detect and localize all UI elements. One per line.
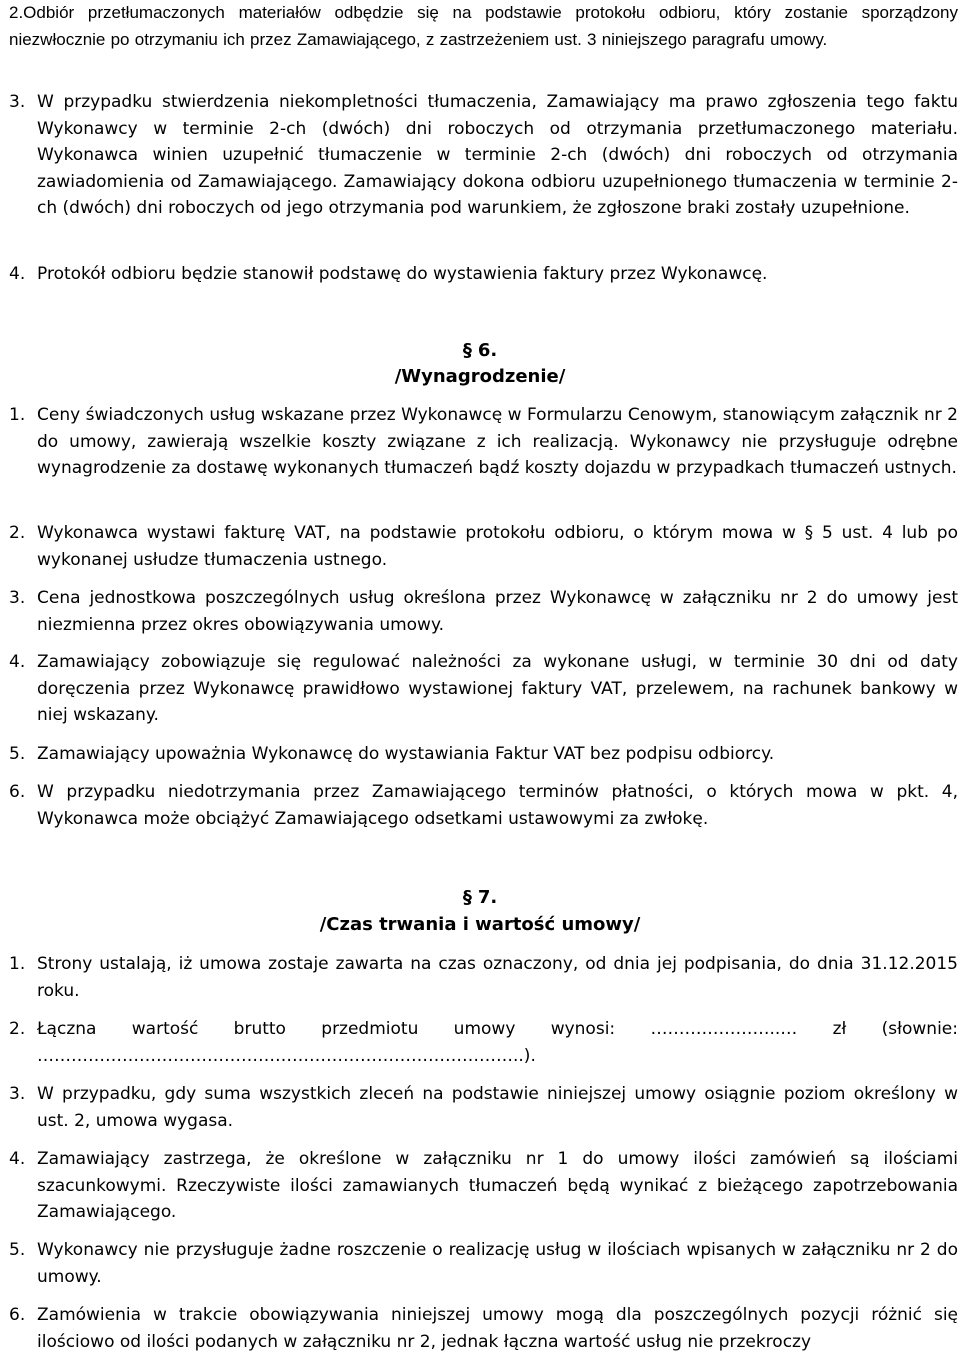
section-7-title: /Czas trwania i wartość umowy/: [319, 914, 641, 935]
paragraph-3-number: 3.: [9, 92, 26, 112]
s6-list-item-1: [9, 402, 958, 482]
section-6-title: /Wynagrodzenie/: [394, 366, 566, 387]
s7-item-1-number: 1.: [9, 954, 26, 974]
s7-item-5-text: Wykonawcy nie przysługuje żadne roszczenie o realizację usług w ilościach wpisanych w załączniku nr 2 do umowy.: [37, 1240, 958, 1287]
s6-item-1-text: Ceny świadczonych usług wskazane przez Wykonawcę w Formularzu Cenowym, stanowiącym załącznik nr 2 do umowy, zawierają wszelkie koszty związane z ich realizacją. Wykonawcy nie przysługuje odrębne wynagrodzenie za dostawę wykonanych tłumaczeń bądź koszty dojazdu w przypadkach tłumaczeń ustnych.: [37, 405, 958, 478]
s6-list-item-3: [9, 585, 958, 638]
s6-item-2-number: 2.: [9, 523, 26, 543]
paragraph-2-reception: [9, 0, 958, 53]
s7-list-item-5: [9, 1237, 958, 1290]
s7-item-6-number: 6.: [9, 1305, 26, 1325]
s6-item-3-number: 3.: [9, 588, 26, 608]
s6-item-5-text: Zamawiający upoważnia Wykonawcę do wystawiania Faktur VAT bez podpisu odbiorcy.: [37, 744, 775, 764]
s7-item-6-text: Zamówienia w trakcie obowiązywania niniejszej umowy mogą dla poszczególnych pozycji różnić się ilościowo od ilości podanych w załączniku nr 2, jednak łączna wartość usług nie przekroczy: [37, 1305, 958, 1352]
paragraph-3-incompleteness: [9, 89, 958, 222]
s7-item-2-text: Łączna wartość brutto przedmiotu umowy wynosi: …………………..… zł (słownie: …………………………………………………………………………..).: [37, 1019, 958, 1066]
s6-list-item-4: [9, 649, 958, 729]
paragraph-4-protocol: [9, 261, 958, 288]
s6-item-6-number: 6.: [9, 782, 26, 802]
s6-item-3-text: Cena jednostkowa poszczególnych usług określona przez Wykonawcę w załączniku nr 2 do umowy jest niezmienna przez okres obowiązywania umowy.: [37, 588, 958, 635]
s6-item-4-text: Zamawiający zobowiązuje się regulować należności za wykonane usługi, w terminie 30 dni od daty doręczenia przez Wykonawcę prawidłowo wystawionej faktury VAT, przelewem, na rachunek bankowy w niej wskazany.: [37, 652, 958, 725]
s7-item-4-number: 4.: [9, 1149, 26, 1169]
section-sign-icon: §: [462, 340, 472, 361]
s6-list-item-2: [9, 520, 958, 573]
paragraph-3-text: W przypadku stwierdzenia niekompletności tłumaczenia, Zamawiający ma prawo zgłoszenia tego faktu Wykonawcy w terminie 2-ch (dwóch) dni roboczych od otrzymania przetłumaczonego materiału. Wykonawca winien uzupełnić tłumaczenie w terminie 2-ch (dwóch) dni roboczych od otrzymania zawiadomienia od Zamawiającego. Zamawiający dokona odbioru uzupełnionego tłumaczenia w terminie 2-ch (dwóch) dni roboczych od jego otrzymania pod warunkiem, że zgłoszone braki zostały uzupełnione.: [37, 92, 958, 218]
s6-list-item-6: [9, 779, 958, 832]
section-6-number-text: 6.: [477, 340, 498, 361]
section-7-number: [0, 885, 960, 912]
s7-item-2-number: 2.: [9, 1019, 26, 1039]
s7-item-1-text: Strony ustalają, iż umowa zostaje zawarta na czas oznaczony, od dnia jej podpisania, do dnia 31.12.2015 roku.: [37, 954, 958, 1001]
paragraph-4-text: Protokół odbioru będzie stanowił podstawę do wystawienia faktury przez Wykonawcę.: [37, 264, 768, 284]
s7-list-item-3: [9, 1081, 958, 1134]
s7-item-5-number: 5.: [9, 1240, 26, 1260]
s7-list-item-4: [9, 1146, 958, 1226]
s7-list-item-2: [9, 1016, 958, 1069]
section-sign-icon: §: [462, 887, 472, 908]
s7-item-3-text: W przypadku, gdy suma wszystkich zleceń na podstawie niniejszej umowy osiągnie poziom określony w ust. 2, umowa wygasa.: [37, 1084, 958, 1131]
s6-list-item-5: [9, 741, 958, 768]
paragraph-2-text: 2.Odbiór przetłumaczonych materiałów odbędzie się na podstawie protokołu odbioru, który zostanie sporządzony niezwłocznie po otrzymaniu ich przez Zamawiającego, z zastrzeżeniem ust. 3 niniejszego paragrafu umowy.: [9, 3, 958, 49]
s7-list-item-1: [9, 951, 958, 1004]
s7-item-4-text: Zamawiający zastrzega, że określone w załączniku nr 1 do umowy ilości zamówień są ilościami szacunkowymi. Rzeczywiste ilości zamawianych tłumaczeń będą wynikać z bieżącego zapotrzebowania Zamawiającego.: [37, 1149, 958, 1222]
section-6-number: [0, 338, 960, 365]
section-7-number-text: 7.: [477, 887, 498, 908]
s6-item-5-number: 5.: [9, 744, 26, 764]
s6-item-1-number: 1.: [9, 405, 26, 425]
s7-item-3-number: 3.: [9, 1084, 26, 1104]
s7-list-item-6: [9, 1302, 958, 1355]
s6-item-4-number: 4.: [9, 652, 26, 672]
paragraph-4-number: 4.: [9, 264, 26, 284]
s6-item-6-text: W przypadku niedotrzymania przez Zamawiającego terminów płatności, o których mowa w pkt. 4, Wykonawca może obciążyć Zamawiającego odsetkami ustawowymi za zwłokę.: [37, 782, 958, 829]
s6-item-2-text: Wykonawca wystawi fakturę VAT, na podstawie protokołu odbioru, o którym mowa w § 5 ust. 4 lub po wykonanej usłudze tłumaczenia ustnego.: [37, 523, 958, 570]
